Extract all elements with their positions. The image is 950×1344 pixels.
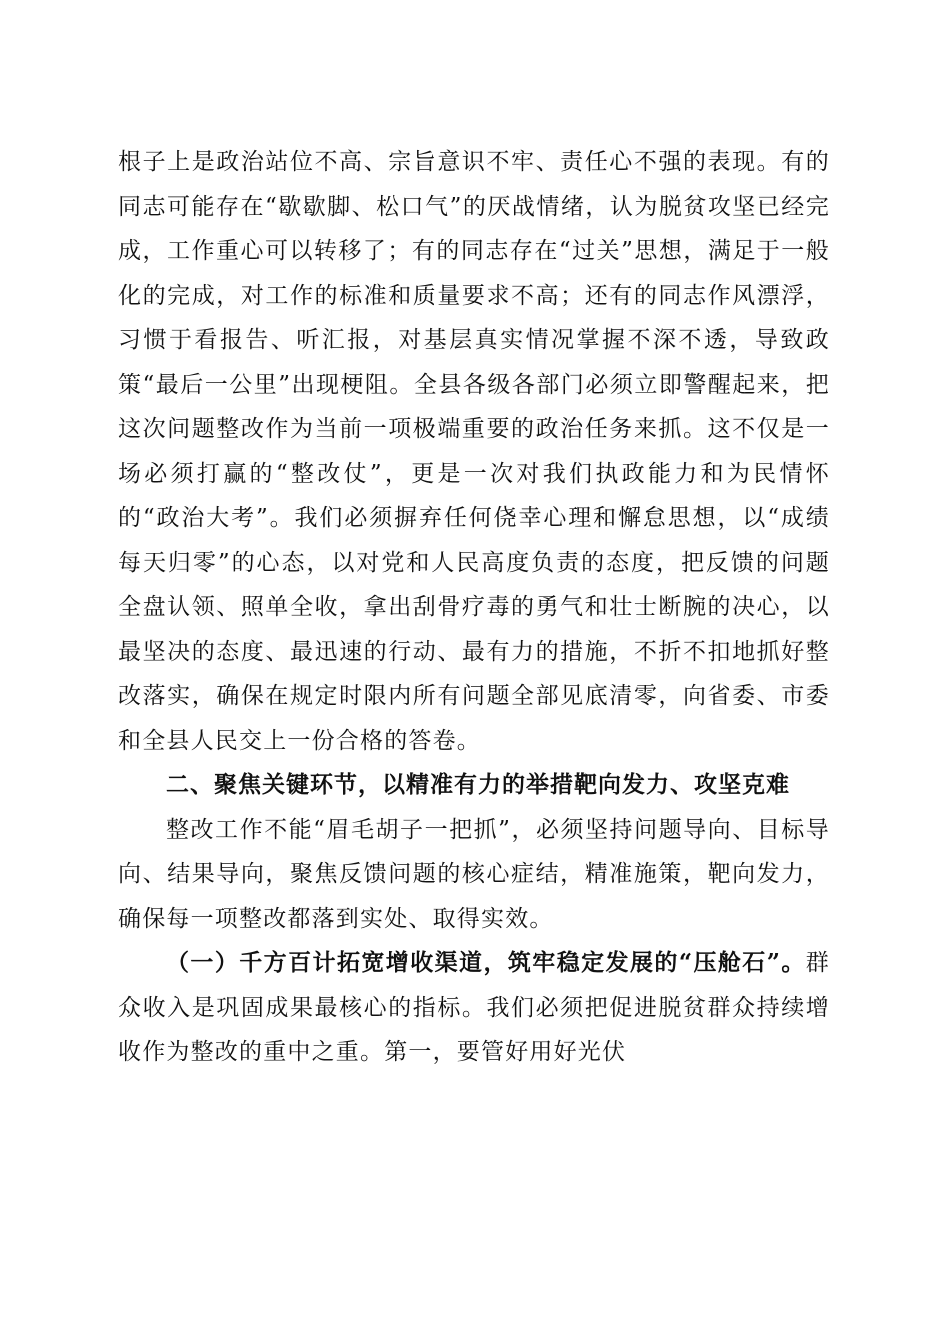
body-text: 群众收入是巩固成果最核心的指标。我们必须把促进脱贫群众持续增收作为整改的重中之重。第一，要管好用好光伏 <box>118 950 830 1065</box>
body-paragraph <box>118 941 830 1075</box>
section-heading: 二、聚焦关键环节，以精准有力的举措靶向发力、攻坚克难 <box>166 772 790 798</box>
document-page <box>118 140 830 1075</box>
body-paragraph: 整改工作不能“眉毛胡子一把抓”，必须坚持问题导向、目标导向、结果导向，聚焦反馈问题的核心症结，精准施策，靶向发力，确保每一项整改都落到实处、取得实效。 <box>118 816 830 932</box>
body-paragraph: 根子上是政治站位不高、宗旨意识不牢、责任心不强的表现。有的同志可能存在“歇歇脚、松口气”的厌战情绪，认为脱贫攻坚已经完成，工作重心可以转移了；有的同志存在“过关”思想，满足于一般化的完成，对工作的标准和质量要求不高；还有的同志作风漂浮，习惯于看报告、听汇报，对基层真实情况掌握不深不透，导致政策“最后一公里”出现梗阻。全县各级各部门必须立即警醒起来，把这次问题整改作为当前一项极端重要的政治任务来抓。这不仅是一场必须打赢的“整改仗”，更是一次对我们执政能力和为民情怀的“政治大考”。我们必须摒弃任何侥幸心理和懈怠思想，以“成绩每天归零”的心态，以对党和人民高度负责的态度，把反馈的问题全盘认领、照单全收，拿出刮骨疗毒的勇气和壮士断腕的决心，以最坚决的态度、最迅速的行动、最有力的措施，不折不扣地抓好整改落实，确保在规定时限内所有问题全部见底清零，向省委、市委和全县人民交上一份合格的答卷。 <box>118 149 830 754</box>
sub-heading: （一）千方百计拓宽增收渠道，筑牢稳定发展的“压舱石”。 <box>166 949 806 976</box>
